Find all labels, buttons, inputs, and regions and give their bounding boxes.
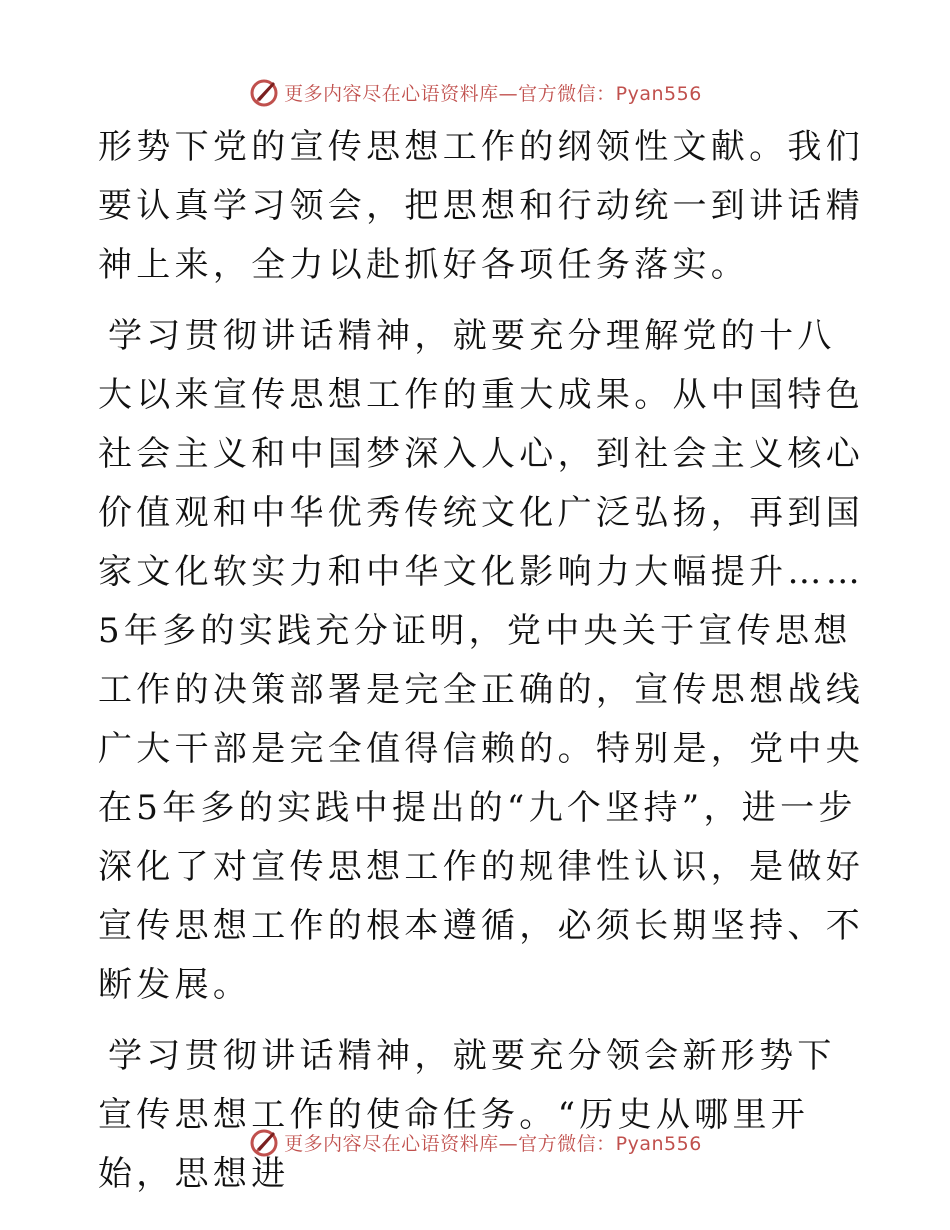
quill-logo-icon [248,1126,280,1158]
paragraph: 学习贯彻讲话精神，就要充分领会新形势下宣传思想工作的使命任务。“历史从哪里开始，思想进 [98,1036,836,1194]
watermark-text-top: 更多内容尽在心语资料库—官方微信：Pyan556 [284,82,702,105]
watermark-text-bottom: 更多内容尽在心语资料库—官方微信：Pyan556 [284,1132,702,1155]
watermark-banner-bottom [0,1122,950,1162]
watermark-banner-top [0,72,950,112]
quill-logo-icon [248,76,280,108]
paragraph: 学习贯彻讲话精神，就要充分理解党的十八大以来宣传思想工作的重大成果。从中国特色社会主义和中国梦深入人心，到社会主义核心价值观和中华优秀传统文化广泛弘扬，再到国家文化软实力和中华文化影响力大幅提升……5年多的实践充分证明，党中央关于宣传思想工作的决策部署是完全正确的，宣传思想战线广大干部是完全值得信赖的。特别是，党中央在5年多的实践中提出的“九个坚持”，进一步深化了对宣传思想工作的规律性认识，是做好宣传思想工作的根本遵循，必须长期坚持、不断发展。 [98,316,864,1005]
document-body [98,118,868,1204]
paragraph: 形势下党的宣传思想工作的纲领性文献。我们要认真学习领会，把思想和行动统一到讲话精神上来，全力以赴抓好各项任务落实。 [98,127,864,285]
